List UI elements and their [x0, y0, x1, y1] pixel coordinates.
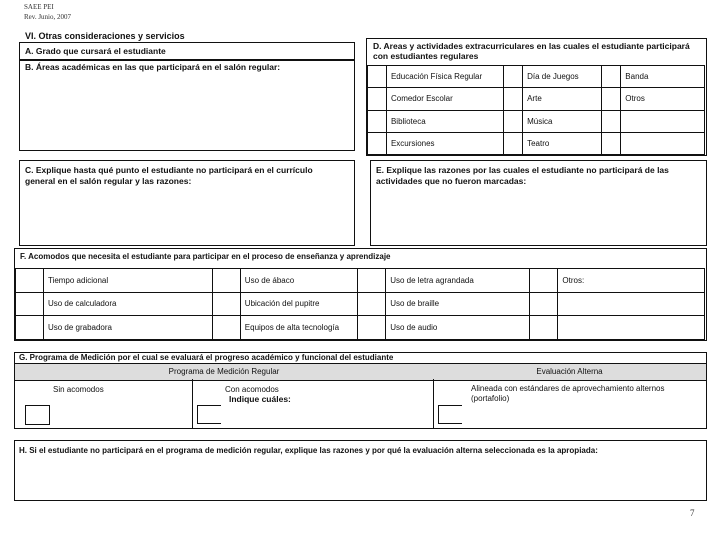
field-a-label: A. Grado que cursará el estudiante	[25, 46, 166, 56]
sin-acomodos-checkbox[interactable]	[25, 405, 50, 425]
indique-label: Indique cuáles:	[229, 394, 291, 404]
option-label: Biblioteca	[386, 110, 503, 132]
option-label: Uso de grabadora	[43, 316, 212, 340]
option-label	[621, 110, 705, 132]
page-number: 7	[690, 508, 695, 518]
con-acomodos-checkbox[interactable]	[197, 405, 221, 424]
field-e-label: E. Explique las razones por las cuales el estudiante no participará de las actividades que no fueron marcadas:	[376, 165, 669, 186]
option-label: Arte	[523, 88, 602, 110]
checkbox[interactable]	[212, 292, 240, 316]
option-label: Otros	[621, 88, 705, 110]
checkbox[interactable]	[368, 132, 387, 154]
option-label: Música	[523, 110, 602, 132]
option-label: Comedor Escolar	[386, 88, 503, 110]
checkbox[interactable]	[368, 66, 387, 88]
checkbox[interactable]	[530, 269, 558, 293]
option-label: Tiempo adicional	[43, 269, 212, 293]
option-label: Uso de calculadora	[43, 292, 212, 316]
option-label: Ubicación del pupitre	[240, 292, 357, 316]
field-e[interactable]	[370, 160, 707, 246]
field-c[interactable]	[19, 160, 355, 246]
checkbox[interactable]	[504, 88, 523, 110]
option-label: Uso de audio	[386, 316, 530, 340]
alternate-evaluation-header: Evaluación Alterna	[433, 363, 706, 381]
checkbox[interactable]	[16, 292, 44, 316]
checkbox[interactable]	[602, 66, 621, 88]
checkbox[interactable]	[368, 88, 387, 110]
checkbox[interactable]	[504, 110, 523, 132]
checkbox[interactable]	[504, 66, 523, 88]
option-label: Banda	[621, 66, 705, 88]
accommodations-grid	[15, 268, 705, 340]
option-label: Uso de letra agrandada	[386, 269, 530, 293]
sin-acomodos-label: Sin acomodos	[53, 385, 104, 394]
alineada-checkbox[interactable]	[438, 405, 462, 424]
field-h[interactable]	[14, 440, 707, 501]
checkbox[interactable]	[358, 269, 386, 293]
form-code: SAEE PEI	[24, 3, 54, 11]
extracurricular-grid	[367, 65, 705, 155]
section-g-label: G. Programa de Medición por el cual se evaluará el progreso académico y funcional del estudiante	[19, 353, 394, 362]
option-label: Otros:	[558, 269, 705, 293]
option-label: Equipos de alta tecnología	[240, 316, 357, 340]
checkbox[interactable]	[358, 316, 386, 340]
field-b-label: B. Áreas académicas en las que participará en el salón regular:	[25, 62, 281, 72]
option-label	[621, 132, 705, 154]
checkbox[interactable]	[212, 269, 240, 293]
option-label: Excursiones	[386, 132, 503, 154]
con-acomodos-label: Con acomodos	[225, 385, 279, 394]
section-f	[14, 248, 707, 341]
section-d	[366, 38, 707, 156]
option-label	[558, 292, 705, 316]
checkbox[interactable]	[602, 132, 621, 154]
checkbox[interactable]	[602, 88, 621, 110]
checkbox[interactable]	[530, 316, 558, 340]
option-label: Uso de ábaco	[240, 269, 357, 293]
field-c-label: C. Explique hasta qué punto el estudiante no participará en el currículo general en el salón regular y las razones:	[25, 165, 313, 186]
option-label: Día de Juegos	[523, 66, 602, 88]
alineada-label: Alineada con estándares de aprovechamiento alternos (portafolio)	[471, 384, 665, 403]
option-label: Teatro	[523, 132, 602, 154]
checkbox[interactable]	[16, 269, 44, 293]
option-label	[558, 316, 705, 340]
checkbox[interactable]	[212, 316, 240, 340]
field-b[interactable]	[19, 59, 355, 151]
checkbox[interactable]	[504, 132, 523, 154]
checkbox[interactable]	[368, 110, 387, 132]
section-title: VI. Otras consideraciones y servicios	[25, 31, 185, 41]
section-d-label: D. Areas y actividades extracurriculares en las cuales el estudiante participará con estudiantes regulares	[373, 41, 690, 61]
option-label: Uso de braille	[386, 292, 530, 316]
checkbox[interactable]	[16, 316, 44, 340]
section-g	[14, 352, 707, 429]
regular-program-header: Programa de Medición Regular	[15, 363, 434, 381]
checkbox[interactable]	[530, 292, 558, 316]
option-label: Educación Física Regular	[386, 66, 503, 88]
checkbox[interactable]	[602, 110, 621, 132]
field-h-label: H. Si el estudiante no participará en el programa de medición regular, explique las razones y por qué la evaluación alterna seleccionada es la apropiada:	[19, 446, 598, 455]
section-f-label: F. Acomodos que necesita el estudiante para participar en el proceso de enseñanza y aprendizaje	[20, 252, 391, 261]
revision: Rev. Junio, 2007	[24, 13, 71, 21]
checkbox[interactable]	[358, 292, 386, 316]
